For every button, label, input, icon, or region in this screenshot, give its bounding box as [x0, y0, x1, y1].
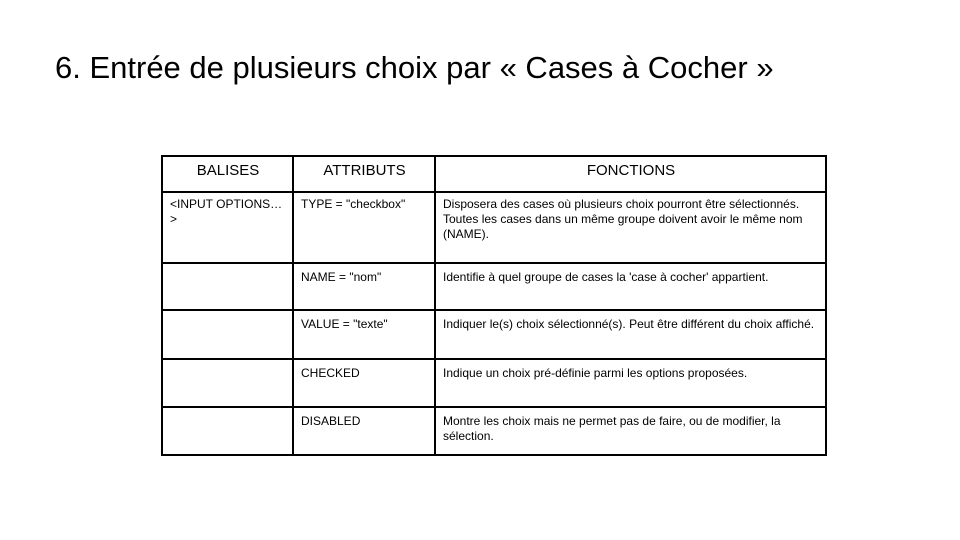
table-row: [162, 310, 826, 359]
cell-balise: [162, 407, 293, 455]
cell-fonction: Montre les choix mais ne permet pas de faire, ou de modifier, la sélection.: [435, 407, 826, 455]
attributes-table: [161, 155, 827, 456]
fonction-text-line: Disposera des cases où plusieurs choix pourront être sélectionnés.: [443, 197, 800, 211]
cell-fonction: Indique un choix pré-définie parmi les options proposées.: [435, 359, 826, 407]
cell-attribut: TYPE = "checkbox": [293, 192, 435, 263]
table-row: [162, 192, 826, 263]
header-balises: BALISES: [162, 156, 293, 192]
header-attributs: ATTRIBUTS: [293, 156, 435, 192]
cell-fonction: Indiquer le(s) choix sélectionné(s). Peut être différent du choix affiché.: [435, 310, 826, 359]
header-fonctions: FONCTIONS: [435, 156, 826, 192]
cell-attribut: NAME = "nom": [293, 263, 435, 310]
cell-attribut: DISABLED: [293, 407, 435, 455]
table-row: [162, 407, 826, 455]
cell-fonction: Identifie à quel groupe de cases la 'case à cocher' appartient.: [435, 263, 826, 310]
cell-balise: <INPUT OPTIONS…>: [162, 192, 293, 263]
attributes-table-container: [161, 155, 825, 441]
table-row: [162, 263, 826, 310]
fonction-text-line: Toutes les cases dans un même groupe doivent avoir le même nom (NAME).: [443, 212, 803, 241]
table-header-row: [162, 156, 826, 192]
table-row: [162, 359, 826, 407]
cell-attribut: CHECKED: [293, 359, 435, 407]
cell-balise: [162, 263, 293, 310]
cell-fonction: [435, 192, 826, 263]
cell-balise: [162, 310, 293, 359]
cell-balise: [162, 359, 293, 407]
slide-title: 6. Entrée de plusieurs choix par « Cases à Cocher »: [55, 50, 774, 85]
cell-attribut: VALUE = "texte": [293, 310, 435, 359]
